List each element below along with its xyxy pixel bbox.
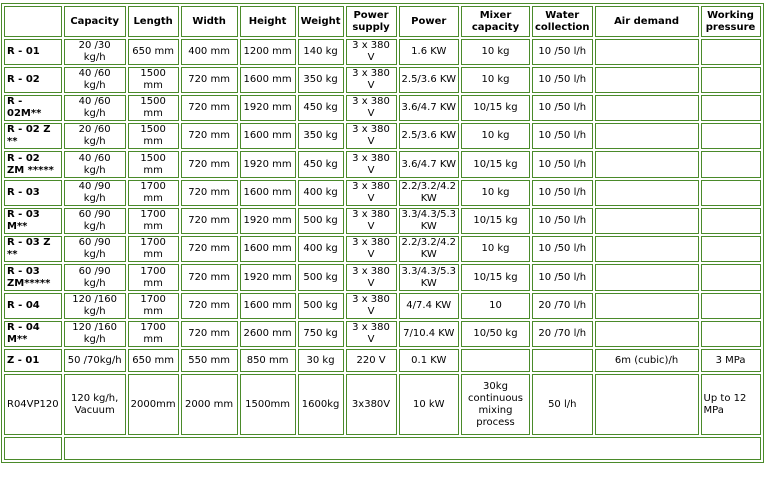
- cell-model: R - 02 Z **: [4, 123, 62, 149]
- cell-working-pressure: [701, 293, 761, 319]
- cell-length: 1500 mm: [128, 95, 179, 121]
- cell-water-collection: 10 /50 l/h: [532, 180, 593, 206]
- cell-water-collection: 20 /70 l/h: [532, 321, 593, 347]
- cell-width: 550 mm: [181, 349, 238, 372]
- footer-cell-merged: [64, 437, 761, 460]
- cell-power-supply: 3 x 380 V: [346, 123, 397, 149]
- cell-length: 1500 mm: [128, 67, 179, 93]
- cell-water-collection: 10 /50 l/h: [532, 151, 593, 178]
- cell-air-demand: [595, 67, 699, 93]
- cell-capacity: 20 /30 kg/h: [64, 39, 126, 65]
- cell-width: 720 mm: [181, 151, 238, 178]
- cell-mixer-capacity: 10: [461, 293, 530, 319]
- cell-working-pressure: [701, 180, 761, 206]
- cell-width: 720 mm: [181, 293, 238, 319]
- cell-capacity: 120 /160 kg/h: [64, 293, 126, 319]
- cell-model: R - 03 M**: [4, 208, 62, 234]
- cell-power-supply: 3 x 380 V: [346, 39, 397, 65]
- cell-capacity: 40 /60 kg/h: [64, 151, 126, 178]
- cell-model: R - 04: [4, 293, 62, 319]
- header-working-pressure: Working pressure: [701, 6, 761, 37]
- cell-air-demand: [595, 123, 699, 149]
- cell-mixer-capacity: 10/15 kg: [461, 264, 530, 291]
- cell-water-collection: 10 /50 l/h: [532, 67, 593, 93]
- cell-length: 1500 mm: [128, 123, 179, 149]
- cell-model: R - 02M**: [4, 95, 62, 121]
- cell-power: 2.5/3.6 KW: [399, 123, 459, 149]
- cell-power-supply: 3 x 380 V: [346, 95, 397, 121]
- header-water-collection: Water collection: [532, 6, 593, 37]
- header-power: Power: [399, 6, 459, 37]
- cell-mixer-capacity: 10 kg: [461, 39, 530, 65]
- table-row: [4, 180, 761, 206]
- cell-power: 2.5/3.6 KW: [399, 67, 459, 93]
- cell-model: R - 03 Z **: [4, 236, 62, 262]
- cell-power-supply: 3 x 380 V: [346, 151, 397, 178]
- cell-air-demand: [595, 95, 699, 121]
- cell-working-pressure: 3 MPa: [701, 349, 761, 372]
- cell-air-demand: [595, 374, 699, 435]
- cell-water-collection: 10 /50 l/h: [532, 264, 593, 291]
- cell-model: R - 01: [4, 39, 62, 65]
- cell-power: 2.2/3.2/4.2 KW: [399, 180, 459, 206]
- cell-power-supply: 220 V: [346, 349, 397, 372]
- cell-capacity: 120 kg/h, Vacuum: [64, 374, 126, 435]
- header-weight: Weight: [298, 6, 344, 37]
- cell-air-demand: [595, 39, 699, 65]
- header-empty: [4, 6, 62, 37]
- cell-length: 1700 mm: [128, 180, 179, 206]
- specifications-table: [1, 3, 764, 463]
- cell-width: 400 mm: [181, 39, 238, 65]
- header-air-demand: Air demand: [595, 6, 699, 37]
- cell-height: 1600 mm: [240, 293, 296, 319]
- cell-capacity: 40 /60 kg/h: [64, 67, 126, 93]
- cell-water-collection: 10 /50 l/h: [532, 236, 593, 262]
- cell-width: 720 mm: [181, 208, 238, 234]
- cell-capacity: 60 /90 kg/h: [64, 208, 126, 234]
- cell-power: 3.3/4.3/5.3 KW: [399, 208, 459, 234]
- cell-power-supply: 3 x 380 V: [346, 264, 397, 291]
- cell-working-pressure: [701, 236, 761, 262]
- cell-power: 0.1 KW: [399, 349, 459, 372]
- header-length: Length: [128, 6, 179, 37]
- cell-water-collection: [532, 349, 593, 372]
- header-width: Width: [181, 6, 238, 37]
- cell-width: 720 mm: [181, 264, 238, 291]
- cell-air-demand: [595, 180, 699, 206]
- cell-water-collection: 10 /50 l/h: [532, 208, 593, 234]
- cell-air-demand: 6m (cubic)/h: [595, 349, 699, 372]
- cell-width: 2000 mm: [181, 374, 238, 435]
- cell-length: 1700 mm: [128, 321, 179, 347]
- cell-weight: 450 kg: [298, 151, 344, 178]
- table-row: [4, 236, 761, 262]
- table-row: [4, 39, 761, 65]
- cell-power-supply: 3 x 380 V: [346, 236, 397, 262]
- cell-mixer-capacity: 10 kg: [461, 180, 530, 206]
- cell-power: 10 kW: [399, 374, 459, 435]
- cell-height: 1920 mm: [240, 208, 296, 234]
- cell-capacity: 20 /60 kg/h: [64, 123, 126, 149]
- table-row: [4, 95, 761, 121]
- cell-weight: 1600kg: [298, 374, 344, 435]
- cell-weight: 400 kg: [298, 180, 344, 206]
- header-power-supply: Power supply: [346, 6, 397, 37]
- cell-model: R - 04 M**: [4, 321, 62, 347]
- table-row: [4, 208, 761, 234]
- cell-water-collection: 10 /50 l/h: [532, 39, 593, 65]
- cell-length: 1700 mm: [128, 264, 179, 291]
- cell-weight: 30 kg: [298, 349, 344, 372]
- cell-mixer-capacity: 10 kg: [461, 236, 530, 262]
- cell-height: 1500mm: [240, 374, 296, 435]
- cell-height: 1600 mm: [240, 123, 296, 149]
- cell-capacity: 120 /160 kg/h: [64, 321, 126, 347]
- cell-capacity: 40 /90 kg/h: [64, 180, 126, 206]
- cell-height: 1200 mm: [240, 39, 296, 65]
- cell-length: 1700 mm: [128, 236, 179, 262]
- table-row: [4, 67, 761, 93]
- cell-working-pressure: [701, 264, 761, 291]
- cell-length: 650 mm: [128, 39, 179, 65]
- cell-power-supply: 3 x 380 V: [346, 321, 397, 347]
- cell-power-supply: 3 x 380 V: [346, 67, 397, 93]
- cell-mixer-capacity: 30kg continuous mixing process: [461, 374, 530, 435]
- cell-power: 3.6/4.7 KW: [399, 95, 459, 121]
- cell-length: 1700 mm: [128, 208, 179, 234]
- cell-weight: 400 kg: [298, 236, 344, 262]
- cell-water-collection: 20 /70 l/h: [532, 293, 593, 319]
- cell-mixer-capacity: 10 kg: [461, 123, 530, 149]
- cell-height: 1600 mm: [240, 236, 296, 262]
- cell-model: Z - 01: [4, 349, 62, 372]
- header-capacity: Capacity: [64, 6, 126, 37]
- table-row: [4, 293, 761, 319]
- cell-working-pressure: [701, 123, 761, 149]
- cell-weight: 500 kg: [298, 208, 344, 234]
- cell-power: 4/7.4 KW: [399, 293, 459, 319]
- cell-water-collection: 50 l/h: [532, 374, 593, 435]
- cell-mixer-capacity: 10/15 kg: [461, 95, 530, 121]
- header-height: Height: [240, 6, 296, 37]
- cell-height: 1600 mm: [240, 180, 296, 206]
- cell-weight: 450 kg: [298, 95, 344, 121]
- cell-power-supply: 3 x 380 V: [346, 293, 397, 319]
- cell-power: 1.6 KW: [399, 39, 459, 65]
- cell-width: 720 mm: [181, 123, 238, 149]
- cell-working-pressure: [701, 67, 761, 93]
- cell-width: 720 mm: [181, 67, 238, 93]
- cell-length: 650 mm: [128, 349, 179, 372]
- cell-capacity: 60 /90 kg/h: [64, 264, 126, 291]
- cell-mixer-capacity: 10/15 kg: [461, 208, 530, 234]
- cell-mixer-capacity: [461, 349, 530, 372]
- cell-capacity: 40 /60 kg/h: [64, 95, 126, 121]
- table-row: [4, 151, 761, 178]
- cell-capacity: 60 /90 kg/h: [64, 236, 126, 262]
- cell-power: 3.6/4.7 KW: [399, 151, 459, 178]
- cell-air-demand: [595, 293, 699, 319]
- cell-height: 1920 mm: [240, 95, 296, 121]
- table-row: [4, 349, 761, 372]
- cell-power: 7/10.4 KW: [399, 321, 459, 347]
- cell-power: 3.3/4.3/5.3 KW: [399, 264, 459, 291]
- cell-weight: 140 kg: [298, 39, 344, 65]
- cell-width: 720 mm: [181, 180, 238, 206]
- cell-height: 2600 mm: [240, 321, 296, 347]
- cell-height: 1600 mm: [240, 67, 296, 93]
- cell-length: 1700 mm: [128, 293, 179, 319]
- table-row: [4, 123, 761, 149]
- cell-model: R - 03: [4, 180, 62, 206]
- cell-width: 720 mm: [181, 236, 238, 262]
- cell-height: 1920 mm: [240, 151, 296, 178]
- cell-working-pressure: [701, 208, 761, 234]
- footer-cell-first: [4, 437, 62, 460]
- cell-air-demand: [595, 264, 699, 291]
- cell-air-demand: [595, 151, 699, 178]
- table-header-row: [4, 6, 761, 37]
- cell-power: 2.2/3.2/4.2 KW: [399, 236, 459, 262]
- cell-weight: 500 kg: [298, 264, 344, 291]
- table-row-footer: [4, 437, 761, 460]
- cell-height: 1920 mm: [240, 264, 296, 291]
- table-row-special: [4, 374, 761, 435]
- cell-power-supply: 3 x 380 V: [346, 180, 397, 206]
- cell-height: 850 mm: [240, 349, 296, 372]
- cell-model: R - 02 ZM *****: [4, 151, 62, 178]
- cell-weight: 350 kg: [298, 123, 344, 149]
- cell-model: R - 03 ZM*****: [4, 264, 62, 291]
- table-row: [4, 264, 761, 291]
- cell-water-collection: 10 /50 l/h: [532, 95, 593, 121]
- cell-mixer-capacity: 10/50 kg: [461, 321, 530, 347]
- cell-working-pressure: Up to 12 MPa: [701, 374, 761, 435]
- cell-width: 720 mm: [181, 321, 238, 347]
- cell-water-collection: 10 /50 l/h: [532, 123, 593, 149]
- cell-width: 720 mm: [181, 95, 238, 121]
- cell-length: 2000mm: [128, 374, 179, 435]
- table-row: [4, 321, 761, 347]
- cell-weight: 750 kg: [298, 321, 344, 347]
- cell-model: R - 02: [4, 67, 62, 93]
- cell-capacity: 50 /70kg/h: [64, 349, 126, 372]
- cell-length: 1500 mm: [128, 151, 179, 178]
- header-mixer-capacity: Mixer capacity: [461, 6, 530, 37]
- cell-working-pressure: [701, 39, 761, 65]
- cell-power-supply: 3x380V: [346, 374, 397, 435]
- cell-working-pressure: [701, 151, 761, 178]
- cell-air-demand: [595, 208, 699, 234]
- cell-model: R04VP120: [4, 374, 62, 435]
- cell-power-supply: 3 x 380 V: [346, 208, 397, 234]
- cell-mixer-capacity: 10 kg: [461, 67, 530, 93]
- cell-weight: 350 kg: [298, 67, 344, 93]
- cell-working-pressure: [701, 95, 761, 121]
- cell-air-demand: [595, 321, 699, 347]
- cell-weight: 500 kg: [298, 293, 344, 319]
- cell-mixer-capacity: 10/15 kg: [461, 151, 530, 178]
- cell-working-pressure: [701, 321, 761, 347]
- cell-air-demand: [595, 236, 699, 262]
